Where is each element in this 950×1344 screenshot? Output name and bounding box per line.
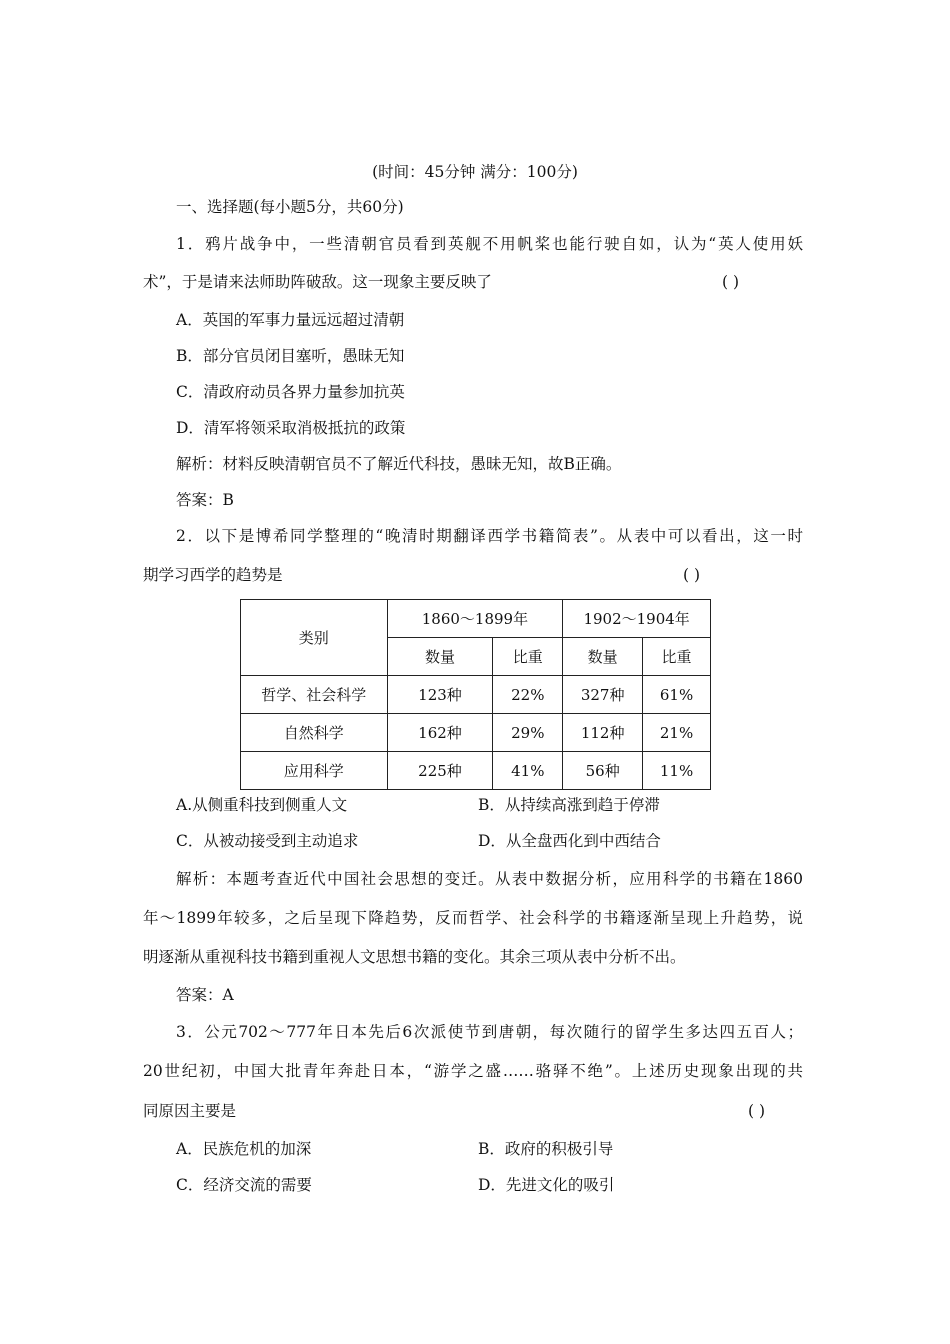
count-header: 数量 xyxy=(387,638,493,676)
q2-analysis-line1: 解析：本题考查近代中国社会思想的变迁。从表中数据分析，应用科学的书籍在1860 xyxy=(176,870,803,888)
period1-header: 1860～1899年 xyxy=(387,600,563,638)
cell: 162种 xyxy=(387,714,493,752)
q2-stem-line1: 2．以下是博希同学整理的“晚清时期翻译西学书籍简表”。从表中可以看出，这一时 xyxy=(176,527,803,545)
q2-option-c: C．从被动接受到主动追求 xyxy=(176,832,359,850)
q1-option-c: C．清政府动员各界力量参加抗英 xyxy=(176,383,405,401)
table-row xyxy=(241,752,711,790)
q3-stem-line3: 同原因主要是 xyxy=(143,1102,237,1120)
translated-books-table xyxy=(240,599,711,790)
q3-stem-line2: 20世纪初，中国大批青年奔赴日本，“游学之盛……骆驿不绝”。上述历史现象出现的共 xyxy=(143,1062,803,1080)
q2-option-a: A.从侧重科技到侧重人文 xyxy=(176,796,348,814)
q1-option-d: D．清军将领采取消极抵抗的政策 xyxy=(176,419,406,437)
exam-subtitle: (时间：45分钟 满分：100分) xyxy=(372,163,578,181)
cell: 112种 xyxy=(563,714,643,752)
q2-answer-bracket: ( ) xyxy=(683,566,701,584)
q2-option-b: B．从持续高涨到趋于停滞 xyxy=(478,796,660,814)
share-header: 比重 xyxy=(643,638,711,676)
table-row xyxy=(241,676,711,714)
row-name: 自然科学 xyxy=(241,714,388,752)
count-header: 数量 xyxy=(563,638,643,676)
q2-analysis-line3: 明逐渐从重视科技书籍到重视人文思想书籍的变化。其余三项从表中分析不出。 xyxy=(143,948,686,966)
cell: 41% xyxy=(493,752,563,790)
q3-option-c: C．经济交流的需要 xyxy=(176,1176,312,1194)
cell: 123种 xyxy=(387,676,493,714)
q3-stem-line1: 3．公元702～777年日本先后6次派使节到唐朝，每次随行的留学生多达四五百人； xyxy=(176,1023,803,1041)
q1-stem-line1: 1．鸦片战争中，一些清朝官员看到英舰不用帆桨也能行驶自如，认为“英人使用妖 xyxy=(176,235,803,253)
q2-stem-line2: 期学习西学的趋势是 xyxy=(143,566,283,584)
q3-option-d: D．先进文化的吸引 xyxy=(478,1176,615,1194)
q2-option-d: D．从全盘西化到中西结合 xyxy=(478,832,661,850)
q1-analysis: 解析：材料反映清朝官员不了解近代科技，愚昧无知，故B正确。 xyxy=(176,455,622,473)
cell: 11% xyxy=(643,752,711,790)
cell: 61% xyxy=(643,676,711,714)
q2-analysis-line2: 年～1899年较多，之后呈现下降趋势，反而哲学、社会科学的书籍逐渐呈现上升趋势，说 xyxy=(143,909,803,927)
q1-option-a: A．英国的军事力量远远超过清朝 xyxy=(176,311,405,329)
q1-option-b: B．部分官员闭目塞听，愚昧无知 xyxy=(176,347,405,365)
table-row xyxy=(241,714,711,752)
section-title: 一、选择题(每小题5分，共60分) xyxy=(176,198,404,216)
q3-answer-bracket: ( ) xyxy=(748,1102,766,1120)
q1-stem-line2: 术”，于是请来法师助阵破敌。这一现象主要反映了 xyxy=(143,273,492,291)
q2-answer: 答案：A xyxy=(176,986,234,1004)
q1-answer: 答案：B xyxy=(176,491,234,509)
q3-option-a: A．民族危机的加深 xyxy=(176,1140,312,1158)
period2-header: 1902～1904年 xyxy=(563,600,711,638)
cell: 22% xyxy=(493,676,563,714)
table-header-row xyxy=(241,600,711,638)
q3-option-b: B．政府的积极引导 xyxy=(478,1140,614,1158)
cell: 56种 xyxy=(563,752,643,790)
cell: 225种 xyxy=(387,752,493,790)
row-name: 应用科学 xyxy=(241,752,388,790)
category-header: 类别 xyxy=(241,600,388,676)
cell: 29% xyxy=(493,714,563,752)
share-header: 比重 xyxy=(493,638,563,676)
q1-answer-bracket: ( ) xyxy=(722,273,740,291)
cell: 21% xyxy=(643,714,711,752)
row-name: 哲学、社会科学 xyxy=(241,676,388,714)
cell: 327种 xyxy=(563,676,643,714)
